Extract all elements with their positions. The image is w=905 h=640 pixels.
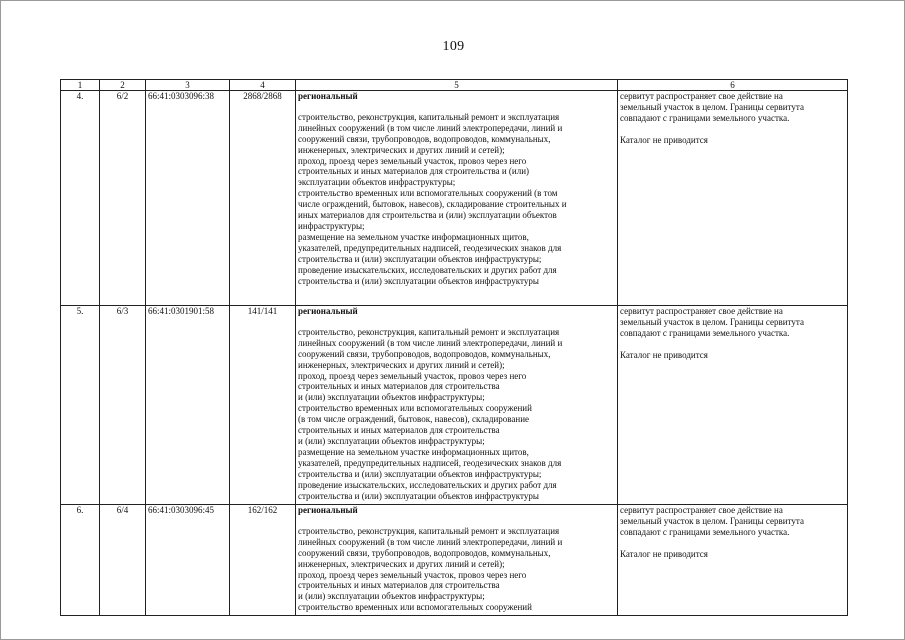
record-number-cell [100,505,146,616]
purpose-line: строительства и (или) эксплуатации объектов инфраструктуры [298,490,539,501]
purpose-line: проход, проезд через земельный участок, провоз через него [298,155,527,166]
column-header: 6 [618,80,848,91]
catalog-note: Каталог не приводится [620,349,708,360]
page-number: 109 [442,39,465,54]
purpose-line: линейных сооружений (в том числе линий электропередачи, линий и [298,122,563,133]
purpose-line: и (или) эксплуатации объектов инфраструктуры; [298,435,485,446]
area-cell [230,91,296,306]
purpose-line: линейных сооружений (в том числе линий электропередачи, линий и [298,536,563,547]
purpose-line: инженерных, электрических и других линий и сетей); [298,359,505,370]
purpose-cell [296,91,618,306]
purpose-line: проведение изыскательских, исследовательских и других работ для [298,264,557,275]
column-number-row [61,80,848,91]
row-number: 6. [76,505,84,515]
row-number-cell [61,306,100,505]
purpose-line: размещение на земельном участке информационных щитов, [298,231,529,242]
note-line: сервитут распространяет свое действие на [620,91,783,101]
purpose-line: строительства и (или) эксплуатации объектов инфраструктуры [298,275,539,286]
purpose-line: строительство временных или вспомогательных сооружений [298,602,532,613]
purpose-line: проход, проезд через земельный участок, провоз через него [298,569,527,580]
purpose-line: эксплуатации объектов инфраструктуры; [298,177,456,188]
column-header: 1 [61,80,100,91]
row-number: 5. [76,306,84,316]
servitude-table [60,79,848,616]
record-number-cell [100,91,146,306]
significance-level: региональный [298,505,358,515]
area-value: 2868/2868 [243,91,282,101]
column-header: 3 [146,80,230,91]
purpose-cell [296,306,618,505]
table-row [61,306,848,505]
cadastral-number-cell [146,306,230,505]
area-cell [230,306,296,505]
note-cell [618,91,848,306]
record-number: 6/2 [116,91,129,101]
purpose-line: строительных и иных материалов для строительства [298,425,500,436]
purpose-line: строительство, реконструкция, капитальный ремонт и эксплуатация [298,111,560,122]
area-cell [230,505,296,616]
table-row [61,91,848,306]
note-line: совпадают с границами земельного участка. [620,526,790,537]
catalog-note: Каталог не приводится [620,548,708,559]
row-number-cell [61,505,100,616]
purpose-line: строительство временных или вспомогательных сооружений [298,403,532,414]
column-header: 2 [100,80,146,91]
purpose-line: иных материалов для строительства и (или) эксплуатации объектов [298,210,557,221]
purpose-line: сооружений связи, трубопроводов, водопроводов, коммунальных, [298,348,551,359]
note-line: сервитут распространяет свое действие на [620,306,783,316]
row-number-cell [61,91,100,306]
note-line: земельный участок в целом. Границы сервитута [620,515,804,526]
cadastral-number: 66:41:0301901:58 [148,306,215,316]
purpose-line: строительство, реконструкция, капитальный ремонт и эксплуатация [298,525,560,536]
purpose-line: проход, проезд через земельный участок, провоз через него [298,370,527,381]
area-value: 162/162 [247,505,278,515]
cadastral-number-cell [146,505,230,616]
note-line: земельный участок в целом. Границы сервитута [620,101,804,112]
cadastral-number-cell [146,91,230,306]
note-spacer [620,538,845,549]
purpose-line: строительных и иных материалов для строительства и (или) [298,166,530,177]
purpose-line: строительства и (или) эксплуатации объектов инфраструктуры; [298,253,542,264]
table-row [61,505,848,616]
purpose-line: строительство, реконструкция, капитальный ремонт и эксплуатация [298,326,560,337]
record-number-cell [100,306,146,505]
purpose-line: и (или) эксплуатации объектов инфраструктуры; [298,392,485,403]
purpose-line: сооружений связи, трубопроводов, водопроводов, коммунальных, [298,547,551,558]
record-number: 6/3 [116,306,129,316]
column-header: 5 [296,80,618,91]
note-spacer [620,124,845,135]
row-number: 4. [76,91,84,101]
catalog-note: Каталог не приводится [620,134,708,145]
purpose-line: строительных и иных материалов для строительства [298,381,500,392]
note-line: земельный участок в целом. Границы сервитута [620,316,804,327]
column-header: 4 [230,80,296,91]
significance-level: региональный [298,306,358,316]
purpose-line: инженерных, электрических и других линий и сетей); [298,144,505,155]
purpose-line: линейных сооружений (в том числе линий электропередачи, линий и [298,337,563,348]
purpose-line: инженерных, электрических и других линий и сетей); [298,558,505,569]
cadastral-number: 66:41:0303096:38 [148,91,215,101]
note-cell [618,505,848,616]
purpose-line: строительство временных или вспомогательных сооружений (в том [298,188,558,199]
purpose-line: проведение изыскательских, исследовательских и других работ для [298,479,557,490]
purpose-line: размещение на земельном участке информационных щитов, [298,446,529,457]
purpose-cell [296,505,618,616]
note-cell [618,306,848,505]
purpose-line: и (или) эксплуатации объектов инфраструктуры; [298,591,485,602]
purpose-line: инфраструктуры; [298,220,365,231]
purpose-line: строительства и (или) эксплуатации объектов инфраструктуры; [298,468,542,479]
purpose-line: числе ограждений, бытовок, навесов), складирование строительных и [298,199,567,210]
significance-level: региональный [298,91,358,101]
purpose-line: указателей, предупредительных надписей, геодезических знаков для [298,457,562,468]
purpose-line: указателей, предупредительных надписей, геодезических знаков для [298,242,562,253]
purpose-line: сооружений связи, трубопроводов, водопроводов, коммунальных, [298,133,551,144]
note-line: сервитут распространяет свое действие на [620,505,783,515]
cadastral-number: 66:41:0303096:45 [148,505,215,515]
note-spacer [620,339,845,350]
note-line: совпадают с границами земельного участка. [620,112,790,123]
record-number: 6/4 [116,505,129,515]
area-value: 141/141 [247,306,278,316]
purpose-line: строительных и иных материалов для строительства [298,580,500,591]
purpose-line: (в том числе ограждений, бытовок, навесов), складирование [298,414,530,425]
note-line: совпадают с границами земельного участка. [620,327,790,338]
